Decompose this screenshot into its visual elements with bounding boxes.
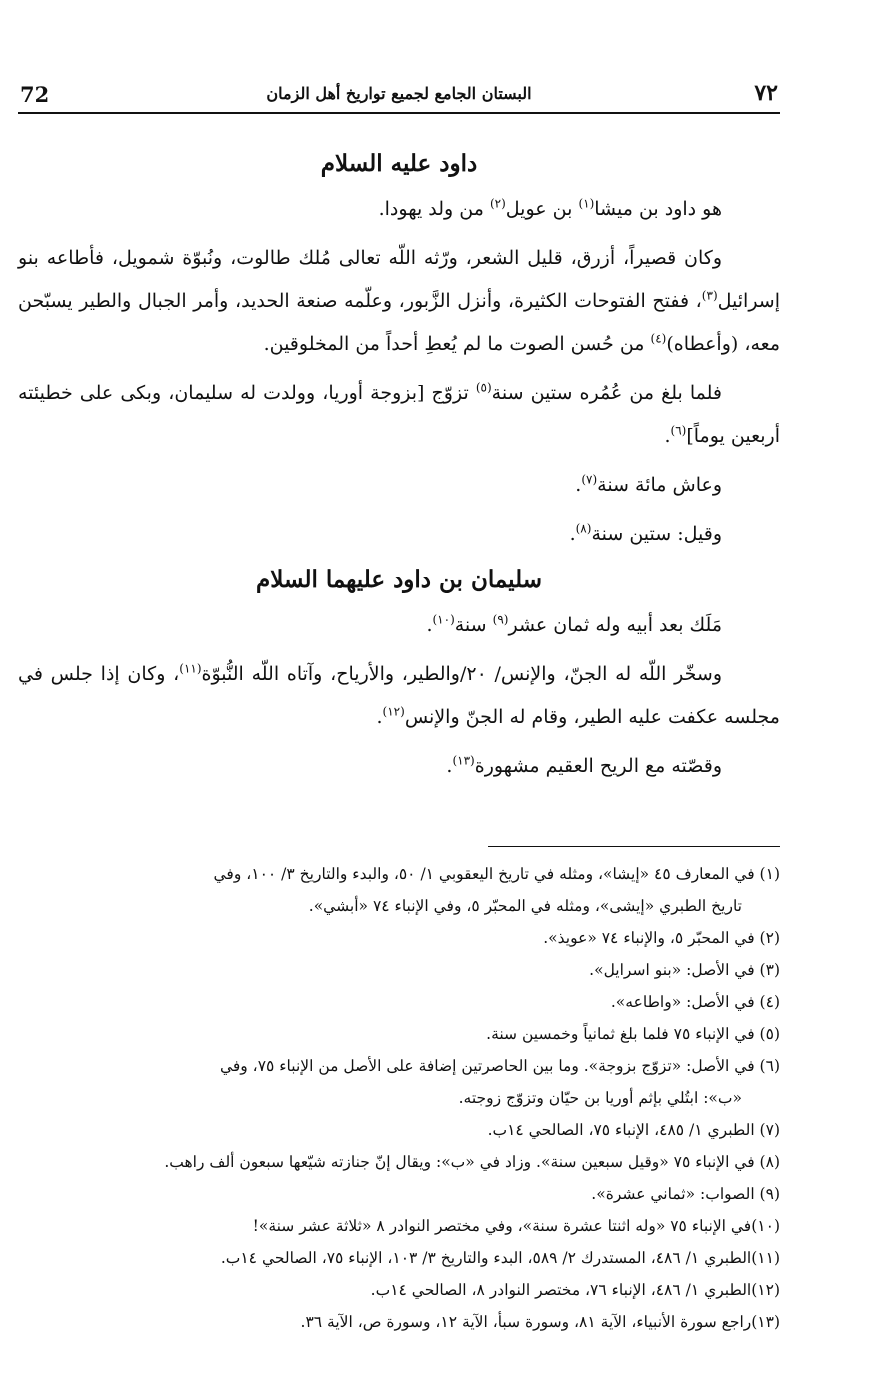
page-header	[18, 80, 780, 114]
footnote-3	[18, 954, 780, 986]
footnote-text: (١١)الطبري ١/ ٤٨٦، المستدرك ٢/ ٥٨٩، البدء والتاريخ ٣/ ١٠٣، الإنباء ٧٥، الصالحي ١٤ب.	[220, 1249, 780, 1267]
footnote-2	[18, 922, 780, 954]
footnote-text: (٥) في الإنباء ٧٥ فلما بلغ ثمانياً وخمسين سنة.	[486, 1025, 780, 1043]
text: وكان قصيراً، أزرق، قليل الشعر، ورّثه اللّه تعالى مُلك طالوت، ونُبوّة شمويل، فأطاعه بنو إسرائيل	[18, 247, 780, 312]
footnote-10	[18, 1210, 780, 1242]
text: مَلَك بعد أبيه وله ثمان عشر	[508, 614, 722, 636]
footnote-13	[18, 1306, 780, 1338]
footnote-ref-5[interactable]: (٥)	[475, 380, 492, 395]
text: من ولد يهودا.	[378, 198, 490, 220]
footnote-text: «ب»: ابتُلي بإثم أوريا بن حيّان وتزوّج زوجته.	[458, 1089, 742, 1107]
text: .	[426, 614, 433, 636]
footnote-text: (٤) في الأصل: «واطاعه».	[610, 993, 780, 1011]
footnote-ref-2[interactable]: (٢)	[489, 196, 506, 211]
footnote-ref-1[interactable]: (١)	[578, 196, 595, 211]
text: من حُسن الصوت ما لم يُعطِ أحداً من المخلوقين.	[263, 333, 651, 355]
footnote-text: (١) في المعارف ٤٥ «إيشا»، ومثله في تاريخ اليعقوبي ١/ ٥٠، والبدء والتاريخ ٣/ ١٠٠، وفي	[213, 865, 780, 883]
footnote-ref-4[interactable]: (٤)	[650, 331, 667, 346]
text: وعاش مائة سنة	[597, 474, 722, 496]
paragraph-solomon-wind	[18, 745, 780, 788]
page-number-latin: 72	[20, 82, 50, 107]
text: وسخّر اللّه له الجنّ، والإنس/ ٢٠/والطير، والأرياح، وآتاه اللّه النُّبوّة	[201, 663, 722, 685]
text: .	[575, 474, 582, 496]
footnote-text: (٣) في الأصل: «بنو اسرايل».	[589, 961, 780, 979]
text: وقصّته مع الريح العقيم مشهورة	[474, 755, 722, 777]
text: تزوّج [بزوجة أوريا، وولدت له سليمان، وبكى على خطيئته أربعين يوماً]	[18, 382, 780, 447]
text: وقيل: ستين سنة	[591, 523, 722, 545]
text: فلما بلغ من عُمُره ستين سنة	[491, 382, 723, 404]
paragraph-david-description	[18, 237, 780, 366]
paragraph-solomon-reign	[18, 604, 780, 647]
text: ، ففتح الفتوحات الكثيرة، وأنزل الزَّبور، وعلّمه صنعة الحديد، وأمر الجبال والطير يسبّحن معه، (وأعطاه)	[18, 290, 780, 355]
footnote-text: (٩) الصواب: «ثماني عشرة».	[591, 1185, 780, 1203]
footnote-6-continued	[18, 1082, 780, 1114]
footnote-ref-6[interactable]: (٦)	[670, 423, 687, 438]
heading-solomon: سليمان بن داود عليهما السلام	[255, 566, 542, 593]
footnote-text: (٨) في الإنباء ٧٥ «وقيل سبعين سنة». وزاد في «ب»: ويقال إنّ جنازته شيّعها سبعون ألف راهب.	[164, 1153, 780, 1171]
text: .	[569, 523, 576, 545]
footnote-text: (١٣)راجع سورة الأنبياء، الآية ٨١، وسورة سبأ، الآية ١٢، وسورة ص، الآية ٣٦.	[300, 1313, 780, 1331]
text: سنة	[454, 614, 493, 636]
text: .	[664, 425, 671, 447]
footnote-text: (٢) في المحبّر ٥، والإنباء ٧٤ «عويذ».	[543, 929, 780, 947]
footnote-text: تاريخ الطبري «إيشى»، ومثله في المحبّر ٥، وفي الإنباء ٧٤ «أبشي».	[308, 897, 742, 915]
footnote-ref-8[interactable]: (٨)	[575, 521, 592, 536]
footnote-8	[18, 1146, 780, 1178]
text: .	[376, 706, 383, 728]
footnote-5	[18, 1018, 780, 1050]
text: هو داود بن ميشا	[594, 198, 722, 220]
text: .	[446, 755, 453, 777]
text: بن عويل	[505, 198, 579, 220]
footnote-text: (١٢)الطبري ١/ ٤٨٦، الإنباء ٧٦، مختصر النوادر ٨، الصالحي ١٤ب.	[370, 1281, 780, 1299]
footnote-text: (٦) في الأصل: «تزوّج بزوجة». وما بين الحاصرتين إضافة على الأصل من الإنباء ٧٥، وفي	[219, 1057, 780, 1075]
footnote-9	[18, 1178, 780, 1210]
footnote-ref-12[interactable]: (١٢)	[382, 704, 405, 719]
footnote-11	[18, 1242, 780, 1274]
footnote-ref-7[interactable]: (٧)	[581, 472, 598, 487]
footnote-1-continued	[18, 890, 780, 922]
footnote-ref-3[interactable]: (٣)	[701, 288, 718, 303]
running-title: البستان الجامع لجميع تواريخ أهل الزمان	[266, 84, 532, 103]
footnote-text: (١٠)في الإنباء ٧٥ «وله اثنتا عشرة سنة»، وفي مختصر النوادر ٨ «ثلاثة عشر سنة»!	[252, 1217, 780, 1235]
footnote-7	[18, 1114, 780, 1146]
footnote-4	[18, 986, 780, 1018]
footnote-6	[18, 1050, 780, 1082]
footnote-ref-13[interactable]: (١٣)	[452, 753, 475, 768]
footnote-1	[18, 858, 780, 890]
paragraph-david-lineage	[18, 188, 780, 231]
text: ، وكان إذا جلس في مجلسه عكفت عليه الطير، وقام له الجنّ والإنس	[18, 663, 780, 728]
footnote-ref-10[interactable]: (١٠)	[432, 612, 455, 627]
heading-david: داود عليه السلام	[320, 150, 478, 177]
paragraph-david-age	[18, 464, 780, 507]
footnote-ref-9[interactable]: (٩)	[492, 612, 509, 627]
paragraph-david-marriage	[18, 372, 780, 458]
paragraph-david-alt-age	[18, 513, 780, 556]
page-number-arabic: ٧٢	[754, 80, 778, 106]
footnotes	[18, 858, 780, 1338]
footnote-ref-11[interactable]: (١١)	[179, 661, 202, 676]
main-text	[18, 140, 780, 788]
footnote-text: (٧) الطبري ١/ ٤٨٥، الإنباء ٧٥، الصالحي ١٤ب.	[487, 1121, 780, 1139]
paragraph-solomon-powers	[18, 653, 780, 739]
footnote-12	[18, 1274, 780, 1306]
footnote-separator	[488, 846, 780, 847]
